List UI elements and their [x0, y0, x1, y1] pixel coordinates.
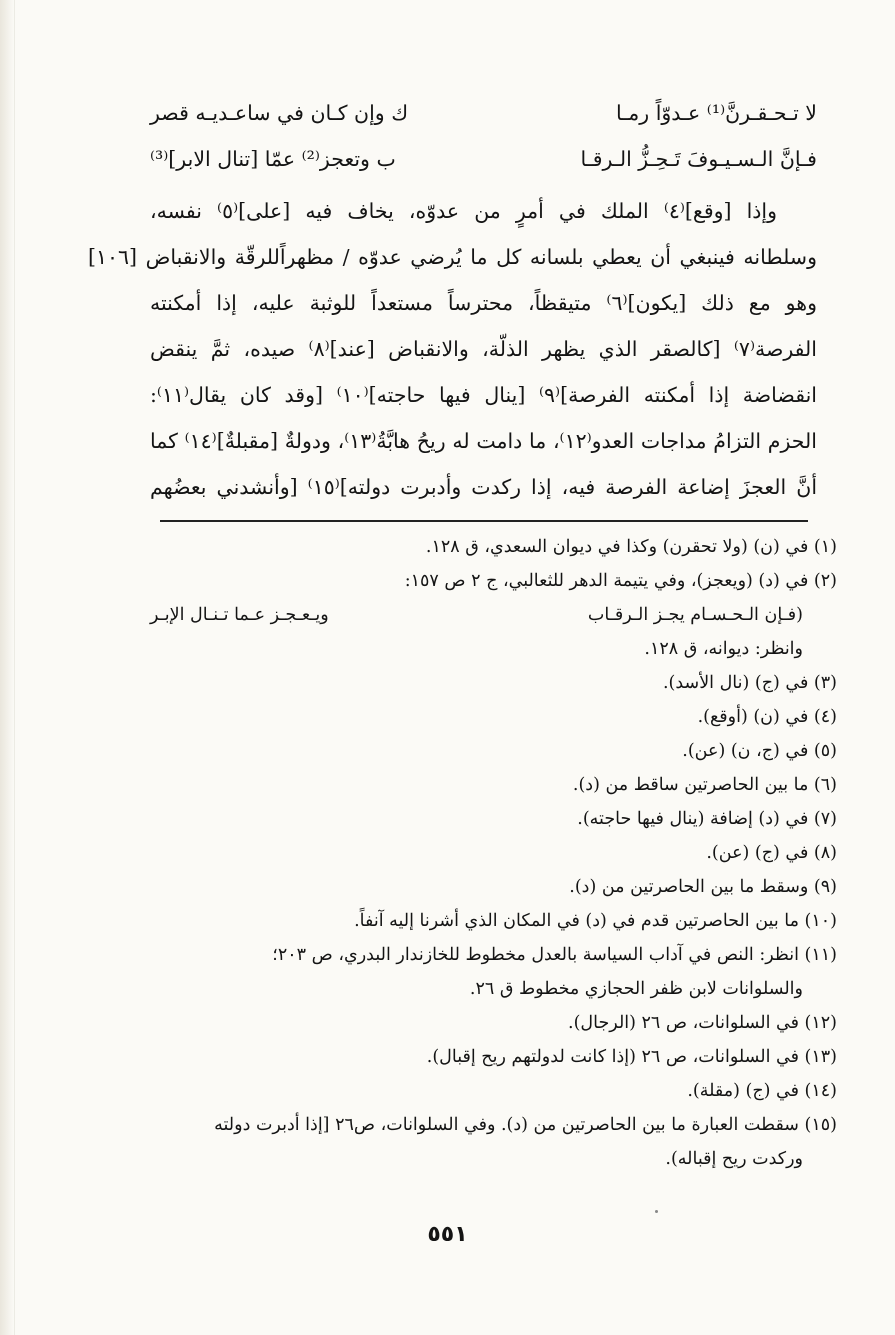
- footnotes: [100, 530, 837, 1176]
- verse-1-left-hemistich: ك وإن كـان في ساعـديـه قصر: [150, 101, 409, 125]
- footnote-5: (٥) في (ج، ن) (عن).: [682, 741, 837, 761]
- body-line-7: أنَّ العجزَ إضاعة الفرصة فيه، إذا ركدت وأدبرت دولته]⁽١٥⁾ [وأنشدني بعضُهم: [150, 475, 818, 499]
- main-text: [88, 90, 818, 510]
- footnote-7: (٧) في (د) إضافة (ينال فيها حاجته).: [577, 809, 837, 829]
- verse-1-right-hemistich: لا تـحـقـرنَّ⁽¹⁾ عـدوّاً رمـا: [616, 101, 817, 125]
- footnote-11: (١١) انظر: النص في آداب السياسة بالعدل مخطوط للخازندار البدري، ص ٢٠٣؛: [272, 945, 837, 965]
- verse-2-right-hemistich: فـإنَّ الـسـيـوفَ تَـحِـزُّ الـرقـا: [580, 147, 817, 171]
- body-line-6: الحزم التزامُ مداجات العدو⁽١٢⁾، ما دامت له ريحُ هابَّةُ⁽١٣⁾، ودولةٌ [مقبلةٌ]⁽١٤⁾ كما: [150, 429, 817, 453]
- footnote-3: (٣) في (ج) (نال الأسد).: [662, 673, 837, 693]
- footnote-2-verse-left: ويـعـجـز عـما تـنـال الإبـر: [150, 605, 329, 625]
- poem-verse-2: [150, 136, 817, 182]
- footnote-2-verse-right: (فـإن الـحـسـام يجـز الـرقـاب: [587, 605, 803, 625]
- footnote-10: (١٠) ما بين الحاصرتين قدم في (د) في المكان الذي أشرنا إليه آنفاً.: [354, 911, 837, 931]
- body-line-1: وإذا [وقع]⁽٤⁾ الملك في أمرٍ من عدوّه، يخاف فيه [على]⁽٥⁾ نفسه،: [150, 199, 778, 223]
- footnote-8: (٨) في (ج) (عن).: [706, 843, 837, 863]
- footnote-15: (١٥) سقطت العبارة ما بين الحاصرتين من (د). وفي السلوانات، ص٢٦ [إذا أدبرت دولته: [214, 1115, 837, 1135]
- footnote-14: (١٤) في (ج) (مقلة).: [687, 1081, 837, 1101]
- footnote-6: (٦) ما بين الحاصرتين ساقط من (د).: [572, 775, 837, 795]
- footnote-11-continuation: والسلوانات لابن ظفر الحجازي مخطوط ق ٢٦.: [469, 979, 803, 999]
- footnote-9: (٩) وسقط ما بين الحاصرتين من (د).: [569, 877, 837, 897]
- footnote-2-reference: وانظر: ديوانه، ق ١٢٨.: [644, 639, 803, 659]
- ink-speck: [655, 1210, 658, 1213]
- body-line-3: وهو مع ذلك [يكون]⁽٦⁾ متيقظاً، محترساً مستعداً للوثبة عليه، إذا أمكنته: [150, 291, 817, 315]
- footnote-separator: [160, 520, 808, 522]
- body-line-4: الفرصة⁽٧⁾ [كالصقر الذي يظهر الذلّة، والانقباض [عند]⁽٨⁾ صيده، ثمَّ ينقض: [150, 337, 817, 361]
- poem-verse-1: [150, 90, 817, 136]
- footnote-2-verse: [100, 598, 837, 632]
- footnote-1: (١) في (ن) (ولا تحقرن) وكذا في ديوان السعدي، ق ١٢٨.: [425, 537, 837, 557]
- verse-2-left-hemistich: ب وتعجز⁽²⁾ عمّا [تنال الابر]⁽³⁾: [150, 147, 396, 171]
- footnote-13: (١٣) في السلوانات، ص ٢٦ (إذا كانت لدولتهم ريح إقبال).: [426, 1047, 837, 1067]
- body-line-2: وسلطانه فينبغي أن يعطي بلسانه كل ما يُرضي عدوّه / مظهراًللرقّة والانقباض [١٠٦]: [88, 245, 817, 269]
- page-number: ٥٥١: [427, 1222, 468, 1247]
- body-line-5: انقضاضة إذا أمكنته الفرصة]⁽٩⁾ [ينال فيها حاجته]⁽١٠⁾ [وقد كان يقال⁽١١⁾:: [150, 383, 817, 407]
- footnote-4: (٤) في (ن) (أوقع).: [697, 707, 837, 727]
- footnote-2: (٢) في (د) (ويعجز)، وفي يتيمة الدهر للثعالبي، ج ٢ ص ١٥٧:: [404, 571, 837, 591]
- binding-gutter: [0, 0, 15, 1335]
- footnote-12: (١٢) في السلوانات، ص ٢٦ (الرجال).: [568, 1013, 837, 1033]
- footnote-15-continuation: وركدت ريح إقباله).: [665, 1149, 803, 1169]
